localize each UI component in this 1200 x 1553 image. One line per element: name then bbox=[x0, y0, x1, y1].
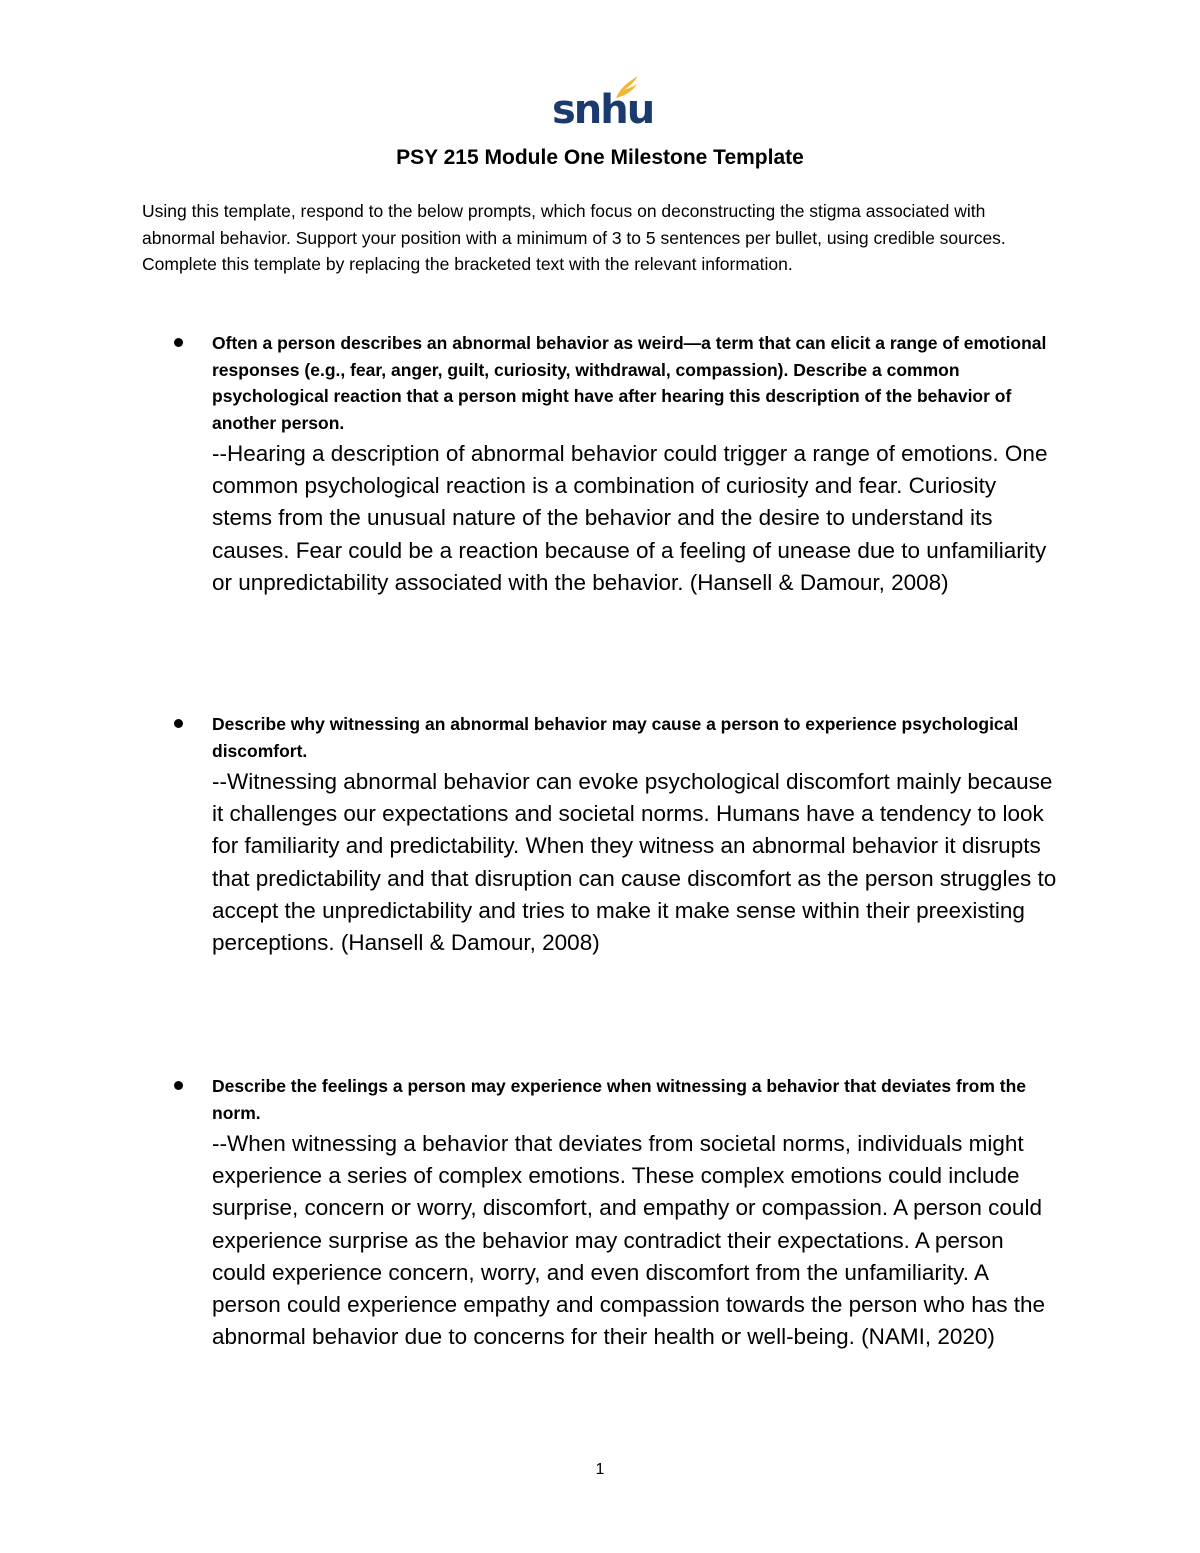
intro-paragraph: Using this template, respond to the below prompts, which focus on deconstructing the stigma associated with abnormal behavior. Support your position with a minimum of 3 to 5 sentences per bullet, using credible sources. Complete this template by replacing the bracketed text with the relevant information. bbox=[142, 201, 1006, 274]
answer-text: --Witnessing abnormal behavior can evoke psychological discomfort mainly because it challenges our expectations and societal norms. Humans have a tendency to look for familiarity and predictability. When they witness an abnormal behavior it disrupts that predictability and that disruption can cause discomfort as the person struggles to accept the unpredictability and tries to make it make sense within their preexisting perceptions. (Hansell & Damour, 2008) bbox=[212, 769, 1057, 956]
list-item bbox=[212, 1073, 1062, 1353]
page-number: 1 bbox=[595, 1461, 605, 1478]
answer-text: --Hearing a description of abnormal behavior could trigger a range of emotions. One common psychological reaction is a combination of curiosity and fear. Curiosity stems from the unusual nature of the behavior and the desire to understand its causes. Fear could be a reaction because of a feeling of unease due to unfamiliarity or unpredictability associated with the behavior. (Hansell & Damour, 2008) bbox=[212, 441, 1048, 595]
bullet-icon bbox=[174, 338, 183, 347]
bullet-icon bbox=[174, 1081, 183, 1090]
snhu-logo bbox=[552, 74, 654, 133]
prompt-text: Describe why witnessing an abnormal behavior may cause a person to experience psychological discomfort. bbox=[212, 714, 1019, 761]
prompt-text: Often a person describes an abnormal behavior as weird—a term that can elicit a range of emotional responses (e.g., fear, anger, guilt, curiosity, withdrawal, compassion). Describe a common psychological reaction that a person might have after hearing this description of the behavior of another person. bbox=[212, 333, 1047, 433]
list-item bbox=[212, 711, 1062, 959]
answer-text: --When witnessing a behavior that deviates from societal norms, individuals might experience a series of complex emotions. These complex emotions could include surprise, concern or worry, discomfort, and empathy or compassion. A person could experience surprise as the behavior may contradict their expectations. A person could experience concern, worry, and even discomfort from the unfamiliarity. A person could experience empathy and compassion towards the person who has the abnormal behavior due to concerns for their health or well-being. (NAMI, 2020) bbox=[212, 1131, 1046, 1350]
bullet-icon bbox=[174, 719, 183, 728]
logo-wordmark: snhu bbox=[552, 87, 654, 133]
prompt-text: Describe the feelings a person may experience when witnessing a behavior that deviates from the norm. bbox=[212, 1076, 1027, 1123]
list-item bbox=[212, 330, 1062, 599]
page-title: PSY 215 Module One Milestone Template bbox=[396, 146, 804, 169]
